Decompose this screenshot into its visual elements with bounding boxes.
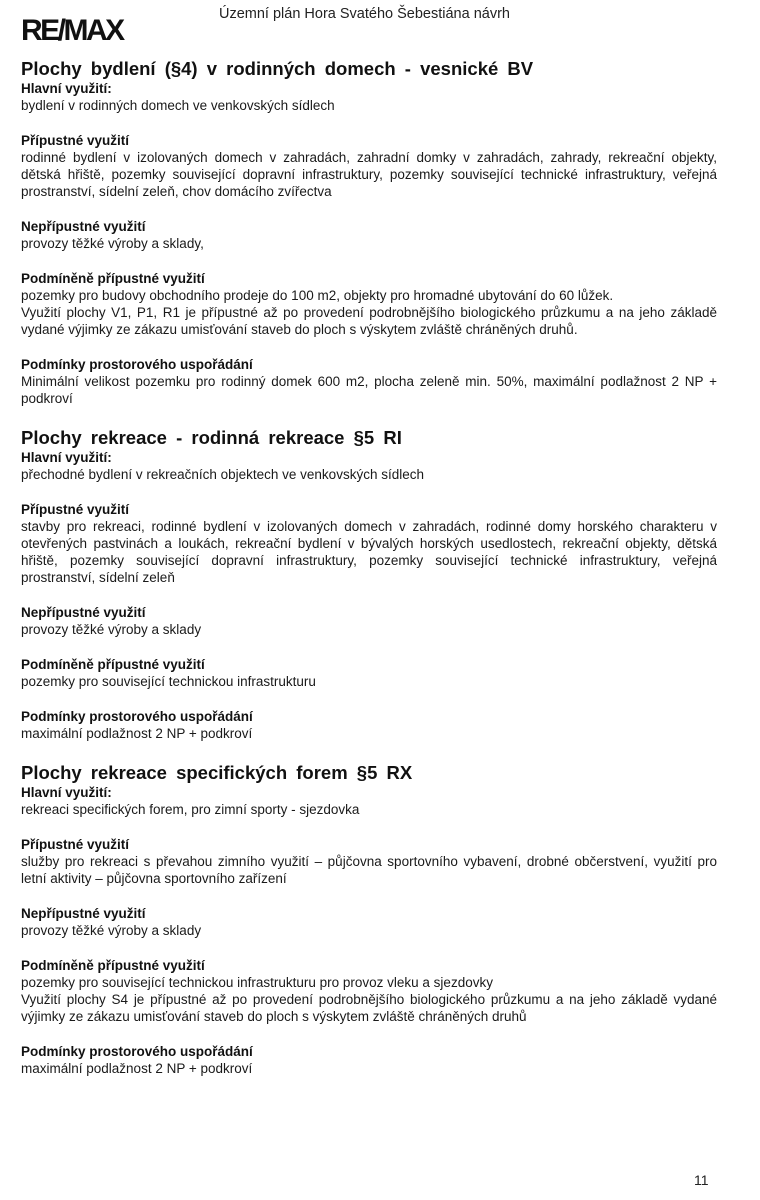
usage-heading: Přípustné využití <box>21 837 130 852</box>
usage-text <box>21 922 717 939</box>
usage-block <box>21 957 717 1025</box>
usage-paragraph: Minimální velikost pozemku pro rodinný domek 600 m2, plocha zeleně min. 50%, maximální podlažnost 2 NP + podkroví <box>21 374 717 406</box>
usage-paragraph: pozemky pro související technickou infrastrukturu <box>21 674 316 689</box>
usage-paragraph: rodinné bydlení v izolovaných domech v zahradách, zahradní domky v zahradách, zahrady, rekreační objekty, dětská hřiště, pozemky související dopravní infrastruktury, pozemky související technické infrastruktury, veřejná prostranství, sídelní zeleň, chov domácího zvířectva <box>21 150 717 199</box>
usage-paragraph: pozemky pro související technickou infrastrukturu pro provoz vleku a sjezdovky <box>21 975 493 990</box>
usage-heading: Podmíněně přípustné využití <box>21 657 205 672</box>
usage-heading: Přípustné využití <box>21 502 130 517</box>
usage-block <box>21 449 717 483</box>
usage-block <box>21 80 717 114</box>
usage-paragraph: maximální podlažnost 2 NP + podkroví <box>21 1061 253 1076</box>
usage-paragraph: maximální podlažnost 2 NP + podkroví <box>21 726 253 741</box>
usage-paragraph: provozy těžké výroby a sklady, <box>21 236 204 251</box>
usage-heading: Nepřípustné využití <box>21 605 146 620</box>
usage-heading: Podmínky prostorového uspořádání <box>21 709 253 724</box>
usage-heading: Hlavní využití: <box>21 81 112 96</box>
section <box>21 762 717 1077</box>
usage-text <box>21 373 717 407</box>
usage-text <box>21 97 717 114</box>
usage-text <box>21 974 717 1025</box>
usage-text <box>21 801 717 818</box>
usage-text <box>21 725 717 742</box>
usage-paragraph: bydlení v rodinných domech ve venkovských sídlech <box>21 98 335 113</box>
usage-paragraph: stavby pro rekreaci, rodinné bydlení v izolovaných domech v zahradách, rodinné domy horského charakteru v otevřených pastvinách a loukách, rekreační bydlení v bývalých horských usedlostech, rekreační objekty, dětská hřiště, pozemky související dopravní infrastruktury, pozemky související technické infrastruktury, veřejná prostranství, sídelní zeleň <box>21 519 717 585</box>
remax-logo: RE/MAX <box>21 14 123 47</box>
usage-text <box>21 287 717 338</box>
usage-text <box>21 1060 717 1077</box>
usage-paragraph: Využití plochy S4 je přípustné až po provedení podrobnějšího biologického průzkumu a na jeho základě vydané výjimky ze zákazu umisťování staveb do ploch s výskytem zvláště chráněných druhů <box>21 992 717 1024</box>
usage-heading: Přípustné využití <box>21 133 130 148</box>
usage-block <box>21 501 717 586</box>
page-number: 11 <box>694 1172 709 1188</box>
usage-paragraph: pozemky pro budovy obchodního prodeje do 100 m2, objekty pro hromadné ubytování do 60 lůžek. <box>21 288 614 303</box>
usage-paragraph: provozy těžké výroby a sklady <box>21 622 202 637</box>
usage-paragraph: přechodné bydlení v rekreačních objektech ve venkovských sídlech <box>21 467 424 482</box>
section-title: Plochy rekreace - rodinná rekreace §5 RI <box>21 427 402 448</box>
usage-block <box>21 905 717 939</box>
usage-block <box>21 132 717 200</box>
section <box>21 58 717 407</box>
usage-heading: Podmíněně přípustné využití <box>21 271 205 286</box>
usage-text <box>21 466 717 483</box>
page-header: Územní plán Hora Svatého Šebestiána návrh <box>219 6 510 22</box>
usage-paragraph: provozy těžké výroby a sklady <box>21 923 202 938</box>
usage-text <box>21 235 717 252</box>
usage-block <box>21 218 717 252</box>
usage-block <box>21 836 717 887</box>
document-content <box>21 58 717 1097</box>
usage-block <box>21 270 717 338</box>
usage-heading: Podmínky prostorového uspořádání <box>21 1044 253 1059</box>
section-title: Plochy rekreace specifických forem §5 RX <box>21 762 413 783</box>
usage-paragraph: rekreaci specifických forem, pro zimní sporty - sjezdovka <box>21 802 360 817</box>
usage-text <box>21 518 717 586</box>
usage-text <box>21 621 717 638</box>
section-title: Plochy bydlení (§4) v rodinných domech - vesnické BV <box>21 58 534 79</box>
usage-heading: Podmíněně přípustné využití <box>21 958 205 973</box>
usage-block <box>21 656 717 690</box>
usage-heading: Hlavní využití: <box>21 785 112 800</box>
section <box>21 427 717 742</box>
usage-heading: Nepřípustné využití <box>21 219 146 234</box>
usage-text <box>21 853 717 887</box>
usage-block <box>21 1043 717 1077</box>
usage-text <box>21 673 717 690</box>
usage-block <box>21 604 717 638</box>
usage-paragraph: Využití plochy V1, P1, R1 je přípustné až po provedení podrobnějšího biologického průzkumu a na jeho základě vydané výjimky ze zákazu umisťování staveb do ploch s výskytem zvláště chráněných druhů. <box>21 305 717 337</box>
usage-paragraph: služby pro rekreaci s převahou zimního využití – půjčovna sportovního vybavení, drobné občerstvení, využití pro letní aktivity – půjčovna sportovního zařízení <box>21 854 717 886</box>
usage-block <box>21 708 717 742</box>
usage-heading: Podmínky prostorového uspořádání <box>21 357 253 372</box>
usage-heading: Nepřípustné využití <box>21 906 146 921</box>
usage-block <box>21 784 717 818</box>
usage-block <box>21 356 717 407</box>
usage-heading: Hlavní využití: <box>21 450 112 465</box>
usage-text <box>21 149 717 200</box>
